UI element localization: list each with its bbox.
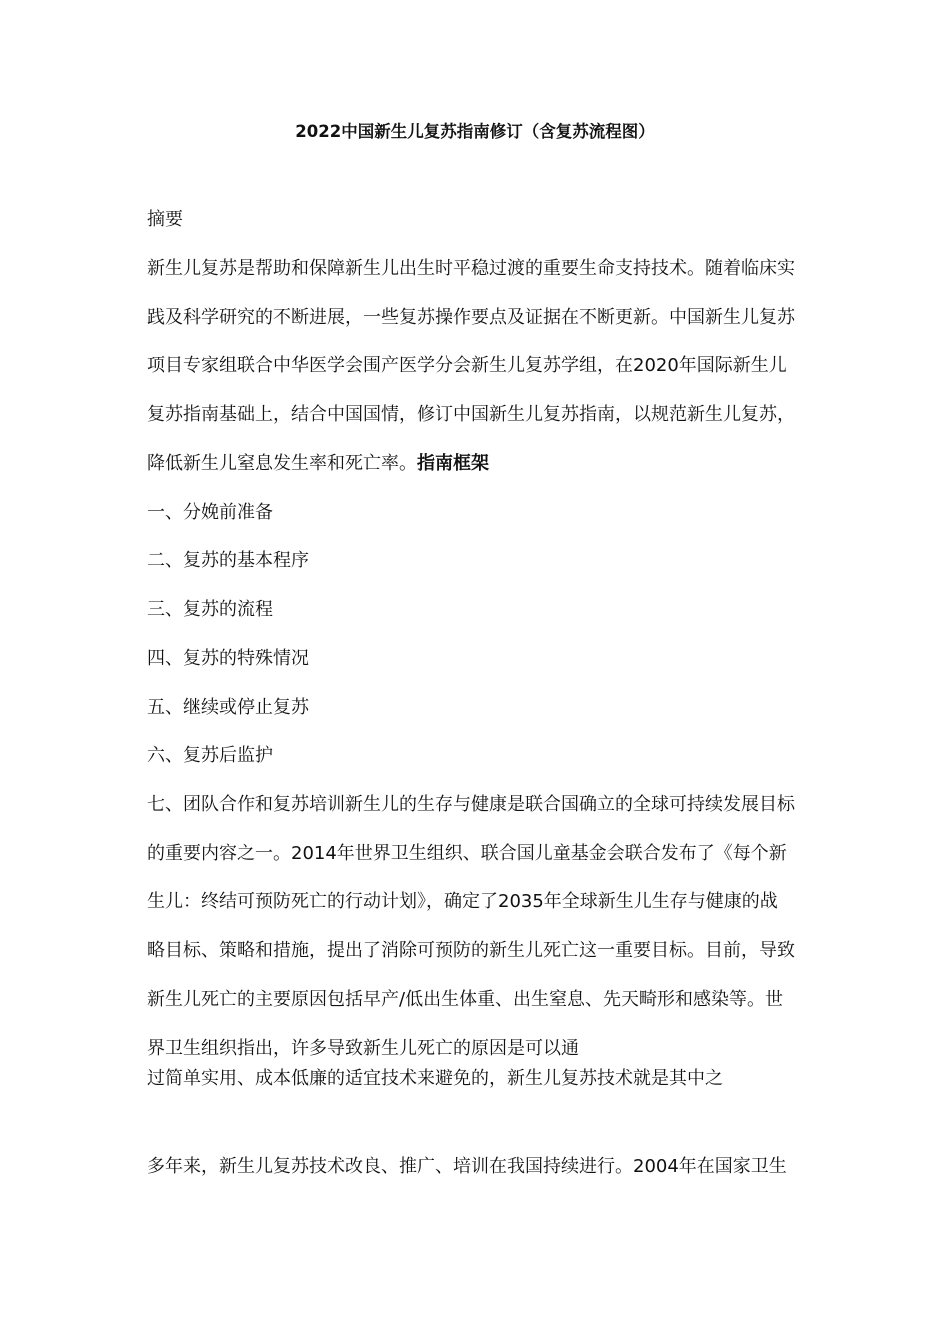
framework-item: 二、复苏的基本程序	[147, 550, 309, 571]
document-title: 2022中国新生儿复苏指南修订（含复苏流程图）	[295, 122, 655, 141]
body-line: 生儿：终结可预防死亡的行动计划》，确定了2035年全球新生儿生存与健康的战	[147, 891, 778, 912]
abstract-last-text: 降低新生儿窒息发生率和死亡率。	[147, 453, 417, 474]
body-line: 七、团队合作和复苏培训新生儿的生存与健康是联合国确立的全球可持续发展目标	[147, 794, 795, 815]
framework-item: 六、复苏后监护	[147, 745, 273, 766]
abstract-line: 新生儿复苏是帮助和保障新生儿出生时平稳过渡的重要生命支持技术。随着临床实	[147, 258, 795, 279]
abstract-last-line	[147, 452, 489, 476]
body-line: 过简单实用、成本低廉的适宜技术来避免的，新生儿复苏技术就是其中之	[147, 1068, 723, 1089]
framework-item: 三、复苏的流程	[147, 599, 273, 620]
framework-item: 四、复苏的特殊情况	[147, 648, 309, 669]
body-line: 略目标、策略和措施，提出了消除可预防的新生儿死亡这一重要目标。目前，导致	[147, 940, 795, 961]
abstract-line: 项目专家组联合中华医学会围产医学分会新生儿复苏学组，在2020年国际新生儿	[147, 355, 787, 376]
body-line: 的重要内容之一。2014年世界卫生组织、联合国儿童基金会联合发布了《每个新	[147, 843, 787, 864]
abstract-line: 践及科学研究的不断进展，一些复苏操作要点及证据在不断更新。中国新生儿复苏	[147, 307, 795, 328]
body-line: 多年来，新生儿复苏技术改良、推广、培训在我国持续进行。2004年在国家卫生	[147, 1156, 787, 1177]
abstract-heading: 摘要	[147, 209, 183, 230]
body-line: 界卫生组织指出，许多导致新生儿死亡的原因是可以通	[147, 1038, 579, 1059]
framework-item: 一、分娩前准备	[147, 502, 273, 523]
body-line: 新生儿死亡的主要原因包括早产/低出生体重、出生窒息、先天畸形和感染等。世	[147, 989, 784, 1010]
abstract-line: 复苏指南基础上，结合中国国情，修订中国新生儿复苏指南，以规范新生儿复苏，	[147, 404, 795, 425]
framework-item: 五、继续或停止复苏	[147, 697, 309, 718]
framework-heading: 指南框架	[417, 453, 489, 474]
